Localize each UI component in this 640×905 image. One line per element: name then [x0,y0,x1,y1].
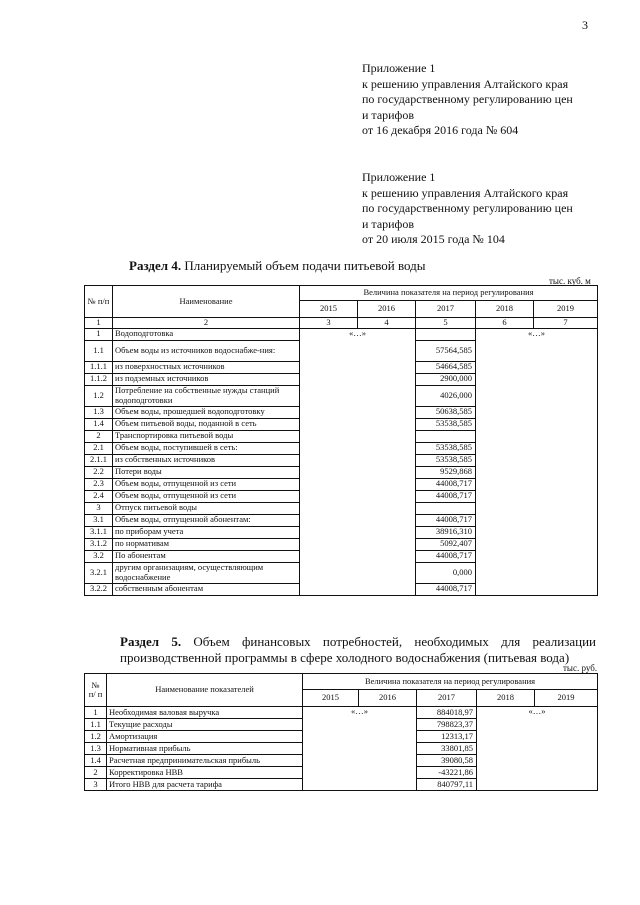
row-name: из подземных источников [113,373,300,385]
value-2017: 9529,868 [416,466,476,478]
page-number: 3 [582,18,588,32]
value-2017: 53538,585 [416,418,476,430]
row-number: 3.2 [85,550,113,562]
appendix-line: от 16 декабря 2016 года № 604 [362,123,519,137]
header-name: Наименование [113,286,300,318]
row-name: Объем питьевой воды, поданной в сеть [113,418,300,430]
value-2017: 44008,717 [416,583,476,595]
section5-title-text: Объем финансовых потребностей, необходимых для реализации производственной программы в сфере холодного водоснабжения (питьевая вода) [120,634,596,665]
section4-title [129,258,426,274]
row-number: 1.4 [85,418,113,430]
row-name: по приборам учета [113,526,300,538]
row-name: Расчетная предпринимательская прибыль [107,755,303,767]
section4-title-text: Планируемый объем подачи питьевой воды [181,258,426,273]
row-name: собственным абонентам [113,583,300,595]
section5-table [84,673,598,791]
ellipsis-mark: «…» [528,328,546,338]
appendix-line: по государственному регулированию цен [362,201,573,215]
col-number: 5 [416,318,476,329]
appendix-line: к решению управления Алтайского края [362,76,569,91]
row-number: 3.1.1 [85,526,113,538]
row-number: 1.1.1 [85,361,113,373]
value-2017: 44008,717 [416,490,476,502]
period-2015-2016-merged [303,707,417,791]
row-number: 2.2 [85,466,113,478]
row-name: Необходимая валовая выручка [107,707,303,719]
period-2018-2019-merged [477,707,598,791]
header-period: Величина показателя на период регулирования [300,286,598,301]
row-number: 1.1 [85,719,107,731]
row-name: Объем воды, отпущенной из сети [113,490,300,502]
ellipsis-mark: «…» [349,328,366,338]
value-2017: 39080,58 [417,755,477,767]
year-2017: 2017 [416,301,476,318]
appendix-line: Приложение 1 [362,61,436,75]
row-number: 1.3 [85,743,107,755]
period-2018-2019-merged [476,328,598,595]
row-name: Объем воды, отпущенной абонентам: [113,514,300,526]
ellipsis-mark: «…» [528,706,546,716]
appendix-line: и тарифов [362,107,415,122]
section4-title-bold: Раздел 4. [129,258,182,273]
appendix-line: к решению управления Алтайского края [362,185,569,200]
header-num: № п/п [85,286,113,318]
value-2017 [416,328,476,340]
row-number: 2.1 [85,442,113,454]
year-2019: 2019 [534,301,598,318]
value-2017: -43221,86 [417,767,477,779]
year-2015: 2015 [303,690,359,707]
row-name: Объем воды из источников водоснабже-ния: [113,340,300,361]
row-name: Отпуск питьевой воды [113,502,300,514]
appendix-line: и тарифов [362,216,415,231]
row-number: 2 [85,430,113,442]
row-name: Объем воды, поступившей в сеть: [113,442,300,454]
row-number: 3.2.1 [85,562,113,583]
row-name: Корректировка НВВ [107,767,303,779]
value-2017: 44008,717 [416,514,476,526]
table-row [85,707,598,719]
header-period: Величина показателя на период регулирования [303,674,598,690]
year-2015: 2015 [300,301,358,318]
row-number: 1.1 [85,340,113,361]
row-number: 2.1.1 [85,454,113,466]
row-name: Объем воды, прошедшей водоподготовку [113,406,300,418]
year-2017: 2017 [417,690,477,707]
col-number: 1 [85,318,113,329]
value-2017: 53538,585 [416,454,476,466]
section4-table [84,285,598,596]
ellipsis-mark: «…» [351,706,368,716]
row-number: 2.3 [85,478,113,490]
appendix-header-old [362,170,573,248]
row-number: 1 [85,707,107,719]
row-number: 1.3 [85,406,113,418]
year-2018: 2018 [476,301,534,318]
appendix-line: от 20 июля 2015 года № 104 [362,232,505,246]
row-number: 1.2 [85,731,107,743]
value-2017: 44008,717 [416,550,476,562]
row-number: 3.2.2 [85,583,113,595]
value-2017: 44008,717 [416,478,476,490]
value-2017: 2900,000 [416,373,476,385]
year-2016: 2016 [359,690,417,707]
value-2017 [416,430,476,442]
appendix-header-new [362,61,573,139]
value-2017: 38916,310 [416,526,476,538]
period-2015-2016-merged [300,328,416,595]
header-name: Наименование показателей [107,674,303,707]
value-2017: 884018,97 [417,707,477,719]
row-number: 3.1 [85,514,113,526]
row-number: 1.1.2 [85,373,113,385]
section5-title [120,634,596,666]
row-name: из собственных источников [113,454,300,466]
value-2017: 840797,11 [417,779,477,791]
row-number: 1.4 [85,755,107,767]
row-number: 2 [85,767,107,779]
row-name: Амортизация [107,731,303,743]
row-number: 1.2 [85,385,113,406]
row-name: по нормативам [113,538,300,550]
row-name: Текущие расходы [107,719,303,731]
value-2017: 33801,85 [417,743,477,755]
year-2018: 2018 [477,690,535,707]
value-2017: 0,000 [416,562,476,583]
col-number: 2 [113,318,300,329]
col-number: 4 [358,318,416,329]
value-2017: 12313,17 [417,731,477,743]
value-2017: 57564,585 [416,340,476,361]
row-name: Транспортировка питьевой воды [113,430,300,442]
section5-unit: тыс. руб. [563,663,598,673]
row-name: Потери воды [113,466,300,478]
col-number: 7 [534,318,598,329]
row-number: 3.1.2 [85,538,113,550]
section4-unit: тыс. куб. м [549,276,591,286]
col-number: 6 [476,318,534,329]
row-name: из поверхностных источников [113,361,300,373]
table-row [85,328,598,340]
year-2019: 2019 [535,690,598,707]
row-name: Водоподготовка [113,328,300,340]
row-name: Нормативная прибыль [107,743,303,755]
row-name: Итого НВВ для расчета тарифа [107,779,303,791]
value-2017: 798823,37 [417,719,477,731]
row-number: 3 [85,779,107,791]
col-number: 3 [300,318,358,329]
value-2017: 5092,407 [416,538,476,550]
row-name: По абонентам [113,550,300,562]
appendix-line: по государственному регулированию цен [362,92,573,106]
row-name: Потребление на собственные нужды станций водоподготовки [113,385,300,406]
row-name: другим организациям, осуществляющим водоснабжение [113,562,300,583]
row-name: Объем воды, отпущенной из сети [113,478,300,490]
row-number: 3 [85,502,113,514]
value-2017: 54664,585 [416,361,476,373]
row-number: 2.4 [85,490,113,502]
section5-title-bold: Раздел 5. [120,634,182,649]
value-2017: 4026,000 [416,385,476,406]
value-2017: 53538,585 [416,442,476,454]
header-num: № п/ п [85,674,107,707]
year-2016: 2016 [358,301,416,318]
value-2017: 50638,585 [416,406,476,418]
value-2017 [416,502,476,514]
appendix-line: Приложение 1 [362,170,436,184]
row-number: 1 [85,328,113,340]
